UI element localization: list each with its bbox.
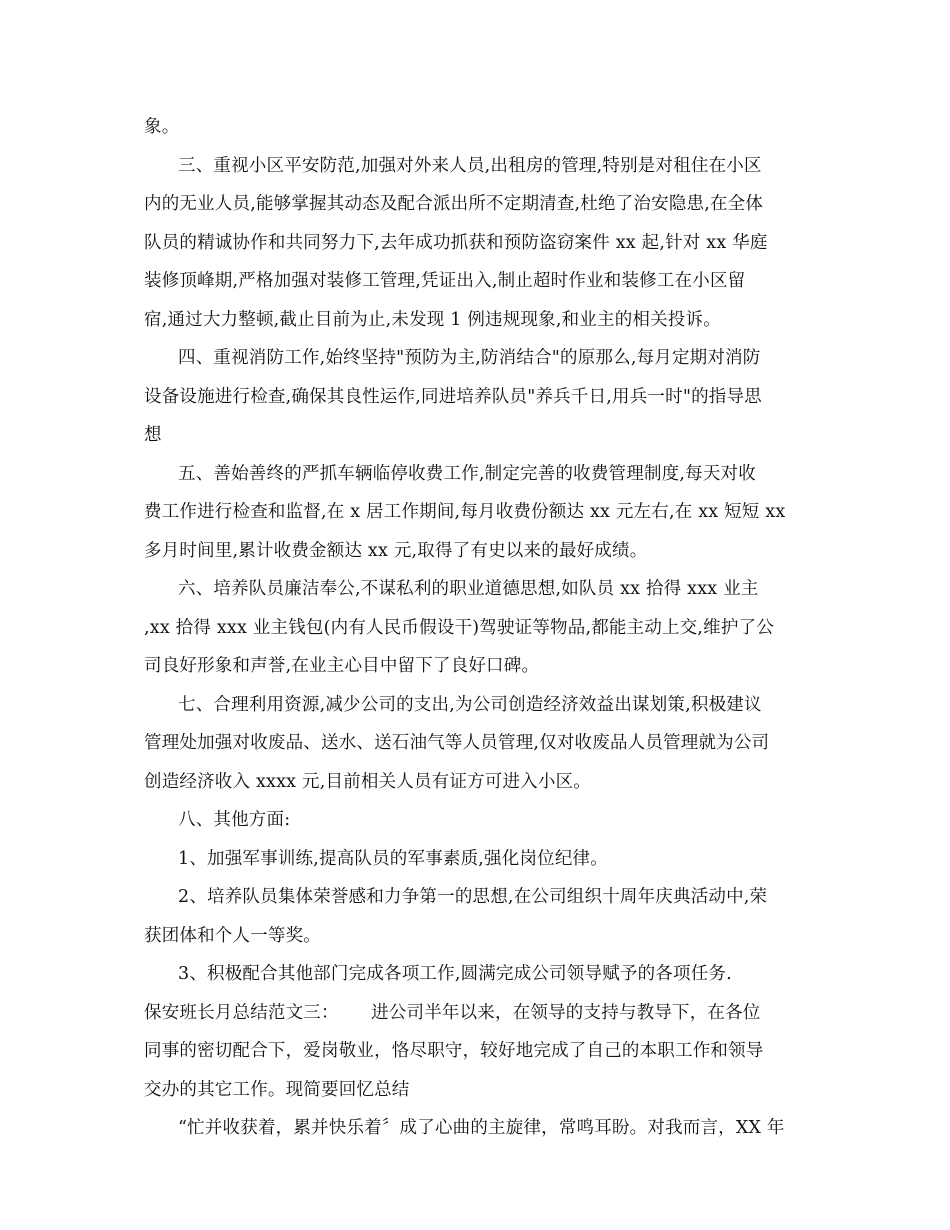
text-line: 四、重视消防工作,始终坚持"预防为主,防消结合"的原那么,每月定期对消防 xyxy=(178,348,761,368)
text-line: 创造经济收入 xxxx 元,目前相关人员有证方可进入小区。 xyxy=(144,771,591,792)
text-line: 宿,通过大力整顿,截止目前为止,未发现 1 例违规现象,和业主的相关投诉。 xyxy=(144,309,721,330)
text-line: 装修顶峰期,严格加强对装修工管理,凭证出入,制止超时作业和装修工在小区留 xyxy=(144,271,746,291)
text-line: 费工作进行检查和监督,在 x 居工作期间,每月收费份额达 xx 元左右,在 xx 短短 xx xyxy=(144,502,786,522)
text-line: 管理处加强对收废品、送水、送石油气等人员管理,仅对收废品人员管理就为公司 xyxy=(144,733,770,753)
text-line: 设备设施进行检查,确保其良性运作,同进培养队员"养兵千日,用兵一时"的指导思 xyxy=(144,386,762,407)
text-line: 2、培养队员集体荣誉感和力争第一的思想,在公司组织十周年庆典活动中,荣 xyxy=(178,887,768,907)
text-line: “忙并收获着，累并快乐着〞成了心曲的主旋律，常鸣耳盼。对我而言，XX 年 xyxy=(178,1118,785,1138)
text-line: 1、加强军事训练,提高队员的军事素质,强化岗位纪律。 xyxy=(178,848,608,869)
text-line: 多月时间里,累计收费金额达 xx 元,取得了有史以来的最好成绩。 xyxy=(144,540,648,561)
document-body xyxy=(144,108,810,1148)
text-line: 三、重视小区平安防范,加强对外来人员,出租房的管理,特别是对租住在小区 xyxy=(178,155,762,176)
text-line: 想 xyxy=(144,425,162,445)
text-line: 队员的精诚协作和共同努力下,去年成功抓获和预防盗窃案件 xx 起,针对 xx 华庭 xyxy=(144,232,768,253)
text-line: 获团体和个人一等奖。 xyxy=(144,925,321,946)
text-line: 八、其他方面: xyxy=(178,810,291,830)
text-line: 保安班长月总结范文三： 进公司半年以来，在领导的支持与教导下，在各位 xyxy=(144,1002,761,1023)
text-line: 同事的密切配合下，爱岗敬业，恪尽职守，较好地完成了自己的本职工作和领导 xyxy=(144,1041,764,1061)
text-line: ,xx 拾得 xxx 业主钱包(内有人民币假设干)驾驶证等物品,都能主动上交,维护了公 xyxy=(144,617,774,638)
text-line: 七、合理利用资源,减少公司的支出,为公司创造经济效益出谋划策,积极建议 xyxy=(178,694,762,715)
text-line: 六、培养队员廉洁奉公,不谋私利的职业道德思想,如队员 xx 拾得 xxx 业主 xyxy=(178,579,759,599)
text-line: 内的无业人员,能够掌握其动态及配合派出所不定期清查,杜绝了治安隐患,在全体 xyxy=(144,194,764,214)
text-line: 3、积极配合其他部门完成各项工作,圆满完成公司领导赋予的各项任务. xyxy=(178,964,732,984)
text-line: 司良好形象和声誉,在业主心目中留下了良好口碑。 xyxy=(144,656,540,676)
text-line: 象。 xyxy=(144,117,180,137)
text-line: 交办的其它工作。现简要回忆总结 xyxy=(144,1079,410,1100)
text-line: 五、善始善终的严抓车辆临停收费工作,制定完善的收费管理制度,每天对收 xyxy=(178,463,756,484)
